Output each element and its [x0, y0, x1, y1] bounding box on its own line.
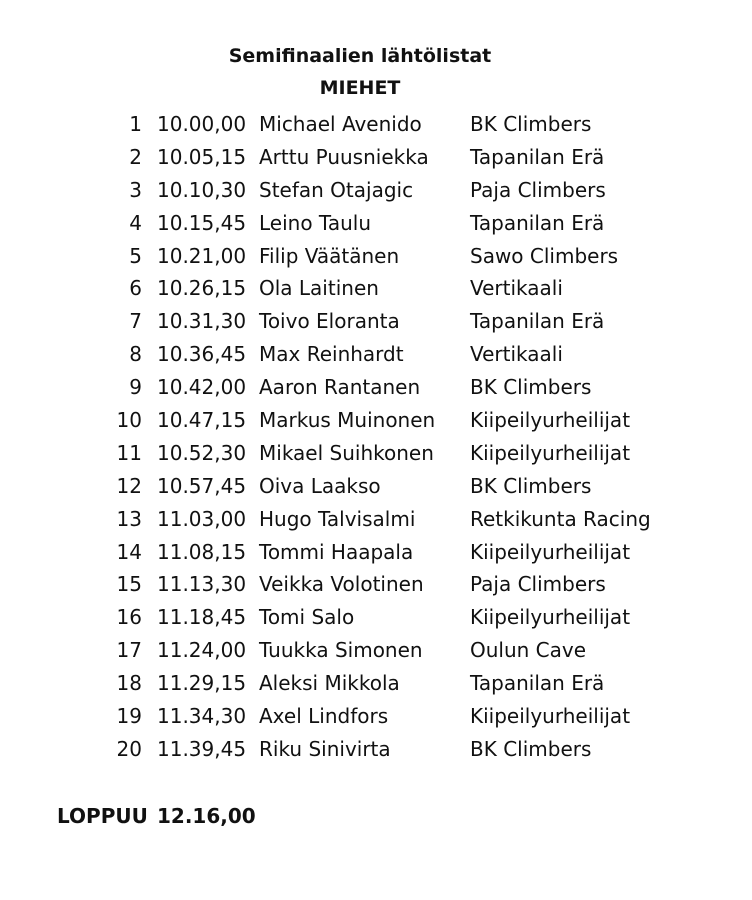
start-time: 10.15,45	[157, 210, 247, 235]
start-number: 3	[129, 177, 142, 202]
club-name: Kiipeilyurheilijat	[470, 605, 631, 630]
start-time: 11.24,00	[157, 638, 247, 663]
list-item	[0, 437, 752, 470]
athlete-name: Michael Avenido	[259, 112, 422, 136]
start-time: 11.03,00	[157, 506, 247, 531]
start-time: 11.08,15	[157, 539, 247, 564]
athlete-name: Veikka Volotinen	[259, 572, 424, 597]
list-item	[0, 141, 752, 174]
start-number: 14	[116, 539, 142, 564]
start-number: 8	[129, 342, 142, 367]
document-title: Semifinaalien lähtölistat	[228, 45, 492, 67]
athlete-name: Filip Väätänen	[259, 243, 400, 268]
start-time: 10.36,45	[157, 342, 247, 367]
club-name: Tapanilan Erä	[470, 144, 605, 169]
start-number: 5	[129, 243, 142, 268]
start-number: 4	[129, 210, 142, 235]
list-item	[0, 700, 752, 733]
start-number: 2	[129, 144, 142, 169]
athlete-name: Tuukka Simonen	[259, 638, 423, 663]
club-name: BK Climbers	[470, 112, 592, 136]
club-name: Oulun Cave	[470, 638, 587, 663]
start-time: 11.18,45	[157, 605, 247, 630]
list-item	[0, 240, 752, 273]
list-item	[0, 207, 752, 240]
start-number: 16	[116, 605, 142, 630]
end-time-row	[0, 800, 752, 832]
athlete-name: Stefan Otajagic	[259, 177, 414, 202]
start-time: 10.42,00	[157, 375, 247, 400]
club-name: BK Climbers	[470, 736, 592, 761]
end-time-value: 12.16,00	[157, 804, 256, 828]
start-time: 11.39,45	[157, 736, 247, 761]
list-item	[0, 536, 752, 569]
start-number: 12	[116, 473, 142, 498]
club-name: Sawo Climbers	[470, 243, 619, 268]
start-time: 11.13,30	[157, 572, 247, 597]
start-number: 18	[116, 671, 142, 696]
start-number: 6	[129, 276, 142, 301]
start-number: 20	[116, 736, 142, 761]
list-item	[0, 667, 752, 700]
list-item	[0, 305, 752, 338]
start-number: 19	[116, 704, 142, 729]
club-name: Tapanilan Erä	[470, 210, 605, 235]
start-number: 11	[116, 440, 142, 465]
list-item	[0, 503, 752, 536]
list-item	[0, 470, 752, 503]
athlete-name: Aaron Rantanen	[259, 375, 421, 400]
athlete-name: Mikael Suihkonen	[259, 440, 434, 465]
athlete-name: Oiva Laakso	[259, 473, 381, 498]
start-time: 10.00,00	[157, 112, 247, 136]
athlete-name: Max Reinhardt	[259, 342, 404, 367]
start-number: 15	[116, 572, 142, 597]
start-time: 10.57,45	[157, 473, 247, 498]
start-number: 1	[129, 112, 142, 136]
start-number: 9	[129, 375, 142, 400]
start-number: 13	[116, 506, 142, 531]
athlete-name: Tommi Haapala	[259, 539, 414, 564]
start-time: 10.21,00	[157, 243, 247, 268]
start-time: 10.26,15	[157, 276, 247, 301]
list-item	[0, 601, 752, 634]
club-name: Tapanilan Erä	[470, 671, 605, 696]
start-time: 10.31,30	[157, 309, 247, 334]
club-name: BK Climbers	[470, 473, 592, 498]
athlete-name: Toivo Eloranta	[259, 309, 400, 334]
list-item	[0, 634, 752, 667]
list-item	[0, 404, 752, 437]
athlete-name: Hugo Talvisalmi	[259, 506, 416, 531]
end-time-label: LOPPUU	[57, 804, 148, 828]
club-name: Kiipeilyurheilijat	[470, 539, 631, 564]
start-list	[0, 108, 752, 766]
athlete-name: Axel Lindfors	[259, 704, 389, 729]
start-time: 11.29,15	[157, 671, 247, 696]
club-name: Tapanilan Erä	[470, 309, 605, 334]
start-number: 17	[116, 638, 142, 663]
start-time: 10.47,15	[157, 408, 247, 433]
athlete-name: Riku Sinivirta	[259, 736, 391, 761]
list-item	[0, 733, 752, 766]
club-name: BK Climbers	[470, 375, 592, 400]
start-time: 10.52,30	[157, 440, 247, 465]
club-name: Vertikaali	[470, 276, 563, 301]
start-number: 7	[129, 309, 142, 334]
athlete-name: Ola Laitinen	[259, 276, 379, 301]
athlete-name: Arttu Puusniekka	[259, 144, 429, 169]
club-name: Kiipeilyurheilijat	[470, 408, 631, 433]
list-item	[0, 568, 752, 601]
athlete-name: Markus Muinonen	[259, 408, 436, 433]
document-subtitle: MIEHET	[319, 77, 401, 99]
start-time: 10.10,30	[157, 177, 247, 202]
list-item	[0, 174, 752, 207]
list-item	[0, 272, 752, 305]
athlete-name: Tomi Salo	[259, 605, 355, 630]
list-item	[0, 338, 752, 371]
start-time: 10.05,15	[157, 144, 247, 169]
start-time: 11.34,30	[157, 704, 247, 729]
club-name: Paja Climbers	[470, 572, 606, 597]
list-item	[0, 108, 752, 141]
club-name: Retkikunta Racing	[470, 506, 651, 531]
club-name: Kiipeilyurheilijat	[470, 704, 631, 729]
club-name: Kiipeilyurheilijat	[470, 440, 631, 465]
list-item	[0, 371, 752, 404]
start-number: 10	[116, 408, 142, 433]
club-name: Vertikaali	[470, 342, 563, 367]
club-name: Paja Climbers	[470, 177, 606, 202]
athlete-name: Leino Taulu	[259, 210, 371, 235]
athlete-name: Aleksi Mikkola	[259, 671, 400, 696]
